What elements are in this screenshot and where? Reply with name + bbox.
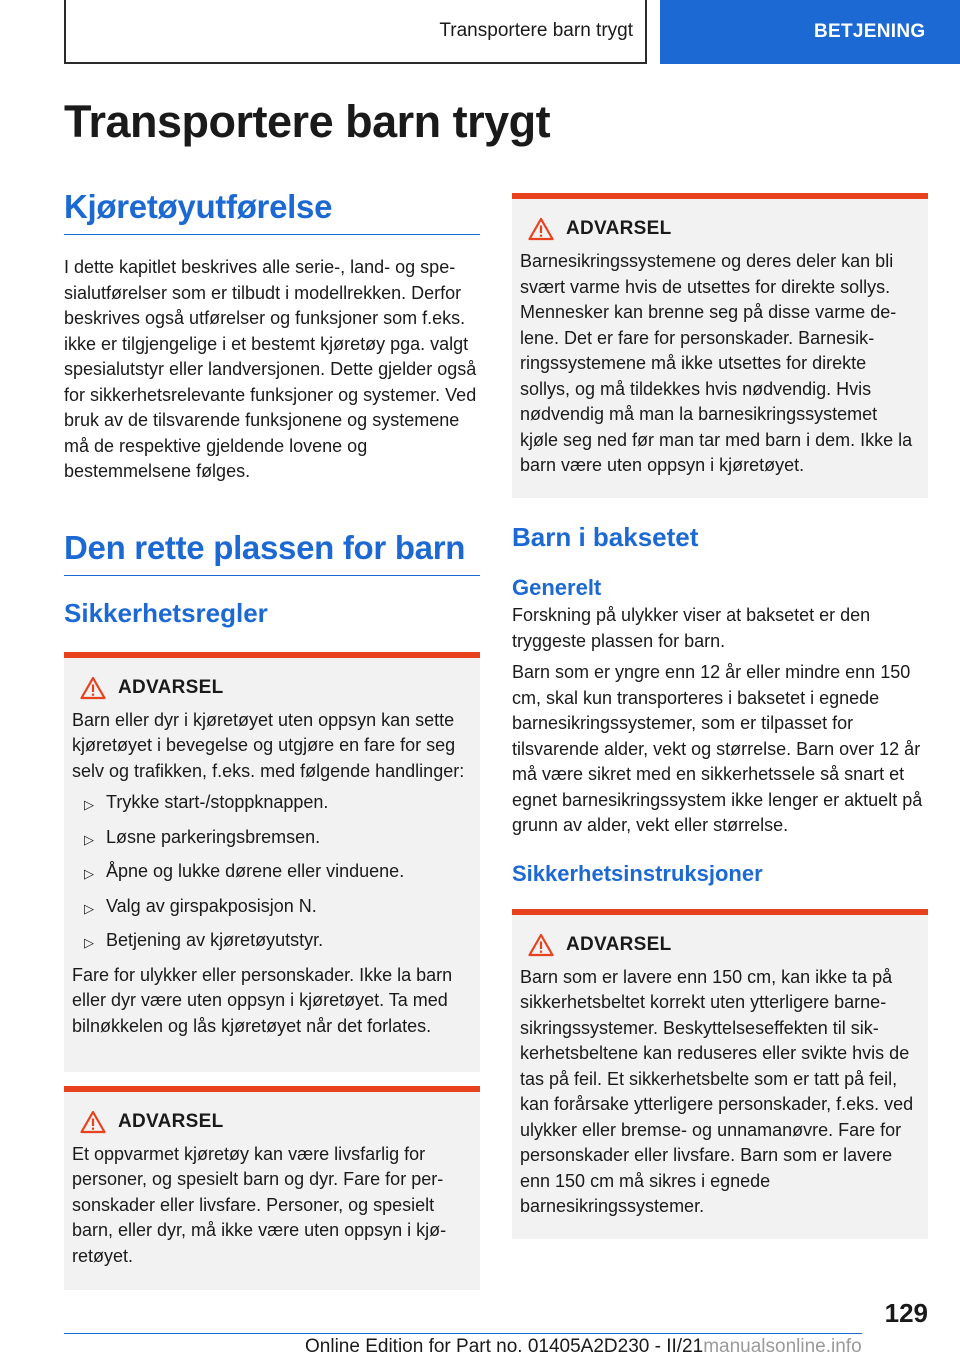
list-item: ▷ Betjening av kjøretøyutstyr. (72, 928, 472, 956)
edition-text: Online Edition for Part no. 01405A2D230 - II/21 (305, 1336, 704, 1357)
bullet-triangle-icon: ▷ (84, 831, 94, 847)
bullet-triangle-icon: ▷ (84, 866, 94, 881)
warning-title: ADVARSEL (118, 676, 224, 698)
warning-title: ADVARSEL (566, 218, 672, 239)
heading-safety-rules: Sikkerhetsregler (64, 597, 268, 628)
list-item: ▷ Valg av girspakposisjon N. (72, 894, 472, 922)
header-chapter-title: Transportere barn trygt (439, 20, 633, 41)
warning-triangle-icon (528, 933, 554, 957)
heading-general: Generelt (512, 575, 602, 600)
right-column (512, 193, 928, 1239)
list-item: ▷ Trykke start-/stoppknappen. (72, 790, 472, 818)
warning-intro-text: Barn eller dyr i kjøretøyet uten oppsyn kan sette kjøretøyet i bevegelse og utgjøre en fare for seg selv og trafikken, f.eks. med følgende handlinger: (72, 709, 465, 781)
bullet-triangle-icon: ▷ (84, 900, 94, 916)
footer-edition (305, 1336, 862, 1358)
warning-header (528, 217, 920, 241)
warning-triangle-icon (80, 676, 106, 700)
warning-header (528, 933, 920, 957)
warning-box-heated-vehicle (64, 1086, 480, 1290)
warning-header (80, 676, 472, 700)
warning-outro-text: Fare for ulykker eller personskader. Ikke la barn eller dyr være uten oppsyn i kjøretøyet. Ta med bilnøkkelen og lås kjøretøyet når det forlates. (72, 964, 453, 1036)
warning-text: Barnesikringssystemene og deres deler kan bli svært varme hvis de utsettes for direkte sollys. Mennesker kan brenne seg på disse varme delene. Det er fare for personskader. Barnesikringssystemene må ikke utsettes for direkte sollys, og må tildekkes hvis nødvendig. Hvis nødvendig må man la barnesikringssystemet kjøle seg ned før man tar med barn i dem. Ikke la barn være uten oppsyn i kjøretøyet. (520, 251, 913, 475)
paragraph-vehicle-version: I dette kapitlet beskrives alle serie-, land- og spesialutførelser som er tilbudt i modellrekken. Derfor beskrives også utførelser og funksjoner som f.eks. ikke er tilgjengelige i et bestemt kjøretøy pga. valgt spesialutstyr eller landversjonen. Dette gjelder også for sikkerhetsrelevante funksjoner og systemer. Ved bruk av de tilsvarende funksjonene og systemene må de respektive gjeldende lovene og bestemmelsene følges. (64, 257, 477, 481)
warning-text: Barn som er lavere enn 150 cm, kan ikke ta på sikkerhetsbeltet korrekt uten ytterligere barnesikringssystemer. Beskyttelseseffekten til sikkerhetsbeltene kan reduseres eller svikte hvis de tas på feil. Et sikkerhetsbelte som er tatt på feil, kan forårsake ytterligere personskader, f.eks. ved ulykker eller bremse- og unnamanøvre. Fare for personskader eller livsfare. Barn som er lavere enn 150 cm må sikres i egnede barnesikringssystemer. (520, 966, 914, 1216)
page-title: Transportere barn trygt (64, 96, 551, 147)
warning-triangle-icon (528, 217, 554, 241)
bullet-triangle-icon: ▷ (84, 935, 94, 950)
warning-triangle-icon (80, 1110, 106, 1134)
warning-text: Et oppvarmet kjøretøy kan være livsfarlig for personer, og spesielt barn og dyr. Fare for personskader eller livsfare. Personer, og spesielt barn, eller dyr, må ikke være uten oppsyn i kjøretøyet. (72, 1143, 447, 1266)
list-item: ▷ Løsne parkeringsbremsen. (72, 825, 472, 853)
header-chapter-box (64, 0, 647, 64)
header-section-label: BETJENING (814, 21, 926, 42)
warning-box-short-children (512, 909, 928, 1239)
watermark-text: manualsonline.info (703, 1336, 862, 1357)
paragraph-general-1: Forskning på ulykker viser at baksetet er den tryggeste plassen for barn. (512, 605, 871, 651)
warning-action-list (72, 790, 472, 956)
footer-divider (64, 1333, 862, 1334)
list-item: ▷ Åpne og lukke dørene eller vinduene. (72, 859, 472, 887)
left-column (64, 188, 480, 1290)
heading-children-backseat: Barn i baksetet (512, 522, 699, 552)
page-number: 129 (884, 1298, 928, 1328)
bullet-triangle-icon: ▷ (84, 797, 94, 812)
warning-box-unattended (64, 652, 480, 1072)
warning-title: ADVARSEL (118, 1110, 224, 1132)
heading-safety-instructions: Sikkerhetsinstruksjoner (512, 860, 763, 886)
paragraph-general-2: Barn som er yngre enn 12 år eller mindre enn 150 cm, skal kun transporteres i baksetet i egnede barnesikringssystemer, som er tilpasset for tilsvarende alder, vekt og størrelse. Barn over 12 år må være sikret med en sikkerhetssele så snart et egnet barnesikringssystem ikke lenger er aktuelt på grunn av alder, vekt eller størrelse. (512, 662, 923, 835)
warning-box-hot-restraints (512, 193, 928, 498)
header-section-tab[interactable] (660, 0, 960, 64)
heading-right-place: Den rette plassen for barn (64, 529, 480, 576)
warning-header (80, 1110, 472, 1134)
heading-vehicle-version: Kjøretøyutførelse (64, 188, 480, 235)
warning-title: ADVARSEL (566, 933, 672, 955)
